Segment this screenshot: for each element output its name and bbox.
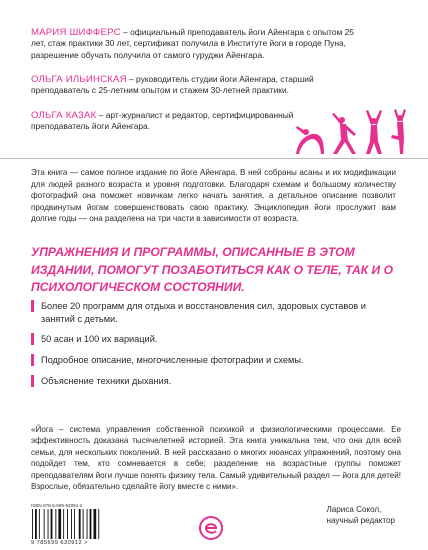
author-description: – руководитель студии йоги Айенгара, старший преподаватель с 25-летним опытом и стажем 30-летней практики. xyxy=(31,74,314,96)
list-item: Более 20 программ для отдыха и восстановления сил, здоровых суставов и занятий с детьми. xyxy=(31,300,391,325)
author-bio-kazak xyxy=(31,110,311,133)
author-bio-shiffers xyxy=(31,27,361,61)
author-description: – официальный преподаватель йоги Айенгара с опытом 25 лет, стаж практики 30 лет, сертификат получила в Институте йоги в городе Пуна, разрешение обучать получила от самого гуруджи Айенгара. xyxy=(31,27,354,60)
list-item: Объяснение техники дыхания. xyxy=(31,375,391,388)
isbn-label: ISBN 978-5-699-63091-2 xyxy=(31,503,83,508)
promo-slogan: УПРАЖНЕНИЯ И ПРОГРАММЫ, ОПИСАННЫЕ В ЭТОМ ИЗДАНИИ, ПОМОГУТ ПОЗАБОТИТЬСЯ КАК О ТЕЛЕ, ТАК И О ПСИХОЛОГИЧЕСКОМ СОСТОЯНИИ. xyxy=(31,245,393,295)
signature-name: Лариса Сокол, xyxy=(326,505,382,514)
barcode-number: 9 785699 630912 > xyxy=(31,540,88,546)
author-name: ОЛЬГА ИЛЬИНСКАЯ xyxy=(31,74,127,85)
publisher-logo-icon xyxy=(199,516,223,540)
signature-role: научный редактор xyxy=(326,516,395,526)
author-name: МАРИЯ ШИФФЕРС xyxy=(31,27,121,38)
yoga-silhouettes-icon xyxy=(290,108,414,156)
author-description: – арт-журналист и редактор, сертифицированный преподаватель йоги Айенгара. xyxy=(31,110,294,132)
quote-signature xyxy=(326,504,395,527)
feature-list xyxy=(31,300,391,396)
list-item: Подробное описание, многочисленные фотографии и схемы. xyxy=(31,354,391,367)
isbn-block xyxy=(31,503,113,546)
section-divider xyxy=(0,158,428,159)
author-bio-ilinskaya xyxy=(31,74,361,97)
list-item: 50 асан и 100 их вариаций. xyxy=(31,333,391,346)
author-name: ОЛЬГА КАЗАК xyxy=(31,110,97,121)
book-description: Эта книга — самое полное издание по йоге Айенгара. В ней собраны асаны и их модификации для людей разного возраста и уровня подготовки. Благодаря схемам и большому количеству фотографий она поможет новичкам легко начать занятия, а детальное описание позволит продвинутым йогам совершенствовать свою практику. Энциклопедия йоги прослужит вам долгие годы — она разделена на три части в зависимости от возраста. xyxy=(31,168,396,223)
barcode-icon xyxy=(31,509,113,539)
editor-quote: «Йога – система управления собственной психикой и физиологическими процессами. Ее эффективность доказана тысячелетней историей. Эта книга уникальна тем, что она для всей семьи, для нескольких поколений. В ней рассказано о многих нюансах упражнений, поэтому она подойдет тем, кто сомневается в себе; разделение на возрастные группы поможет преподавателям йоги лучше понять физику тела. Самый удивительный раздел — йога для детей! Взрослые, обязательно сделайте йогу вместе с ними». xyxy=(31,425,401,492)
